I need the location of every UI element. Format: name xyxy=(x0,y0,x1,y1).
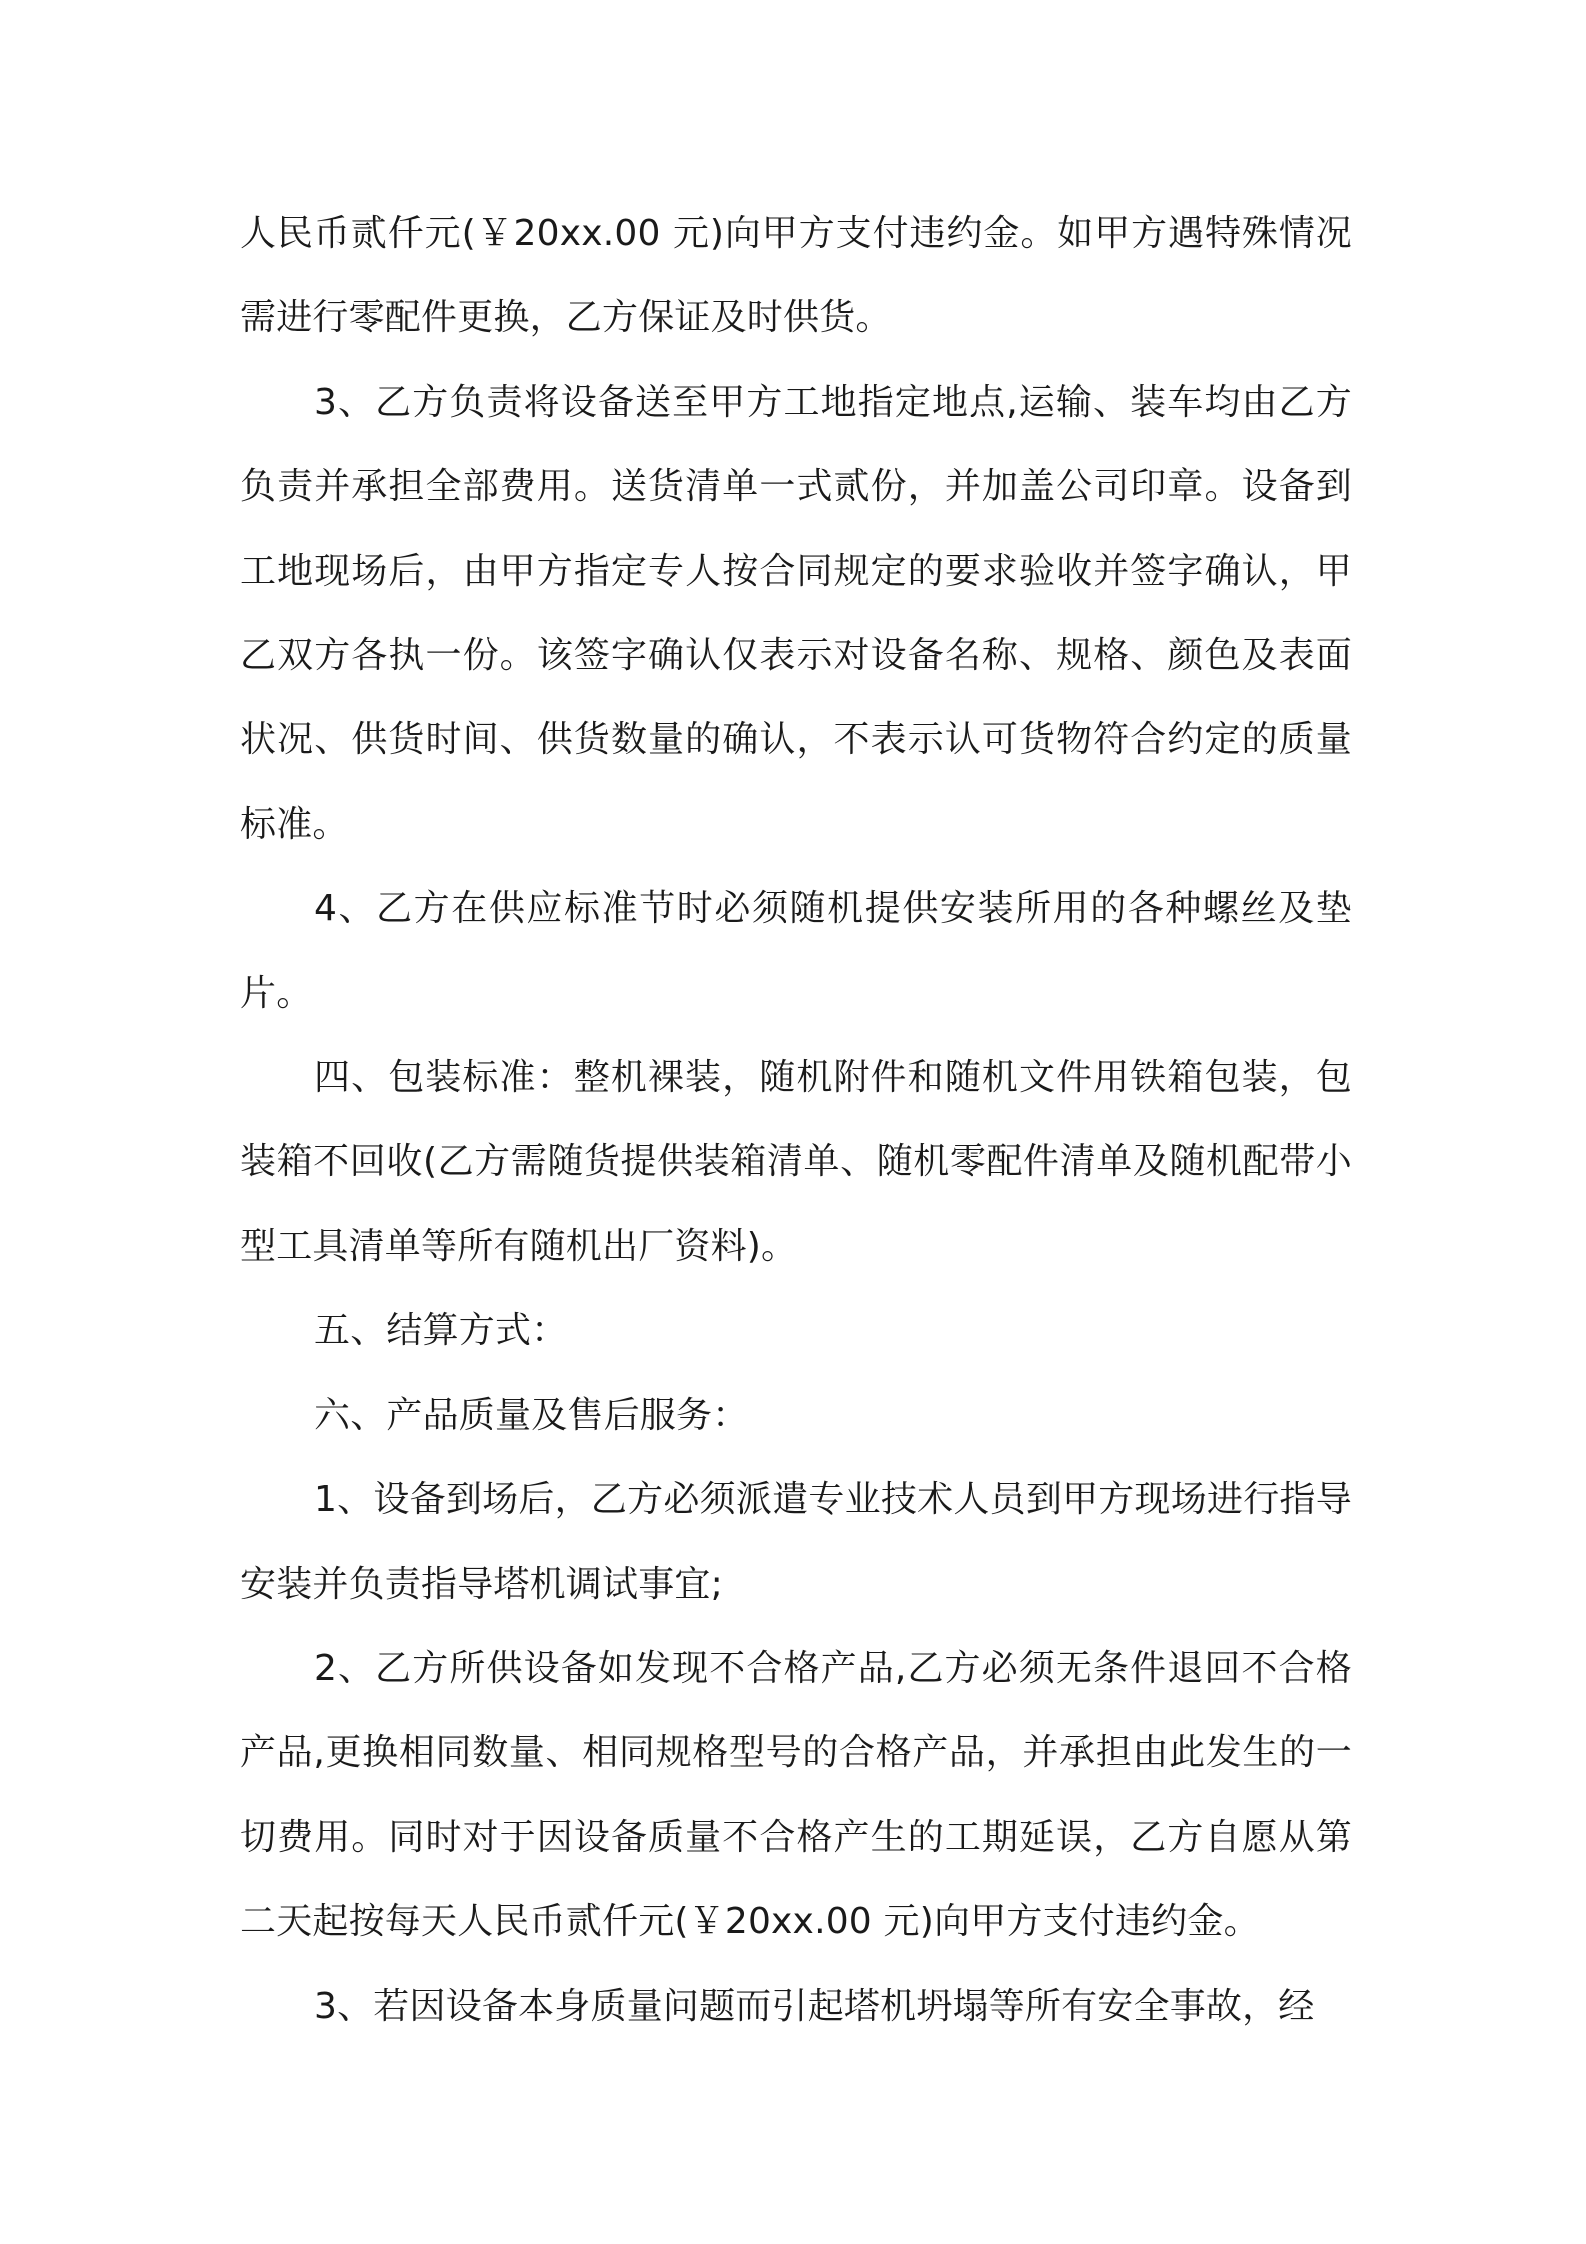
paragraph-quality-clause-2: 2、乙方所供设备如发现不合格产品,乙方必须无条件退回不合格产品,更换相同数量、相同规格型号的合格产品，并承担由此发生的一切费用。同时对于因设备质量不合格产生的工期延误，乙方自愿从第二天起按每天人民币贰仟元(￥20xx.00 元)向甲方支付违约金。 xyxy=(240,1647,1352,1943)
paragraph-section-5-settlement: 五、结算方式： xyxy=(314,1310,568,1352)
paragraph-quality-clause-3: 3、若因设备本身质量问题而引起塔机坍塌等所有安全事故，经 xyxy=(314,1985,1315,2027)
document-body xyxy=(240,192,1352,2049)
paragraph-clause-4-screws: 4、乙方在供应标准节时必须随机提供安装所用的各种螺丝及垫片。 xyxy=(240,888,1352,1014)
paragraph-section-4-packaging: 四、包装标准：整机裸装，随机附件和随机文件用铁箱包装，包装箱不回收(乙方需随货提供装箱清单、随机零配件清单及随机配带小型工具清单等所有随机出厂资料)。 xyxy=(240,1057,1352,1267)
paragraph-clause-3-delivery: 3、乙方负责将设备送至甲方工地指定地点,运输、装车均由乙方负责并承担全部费用。送货清单一式贰份，并加盖公司印章。设备到工地现场后，由甲方指定专人按合同规定的要求验收并签字确认，甲乙双方各执一份。该签字确认仅表示对设备名称、规格、颜色及表面状况、供货时间、供货数量的确认，不表示认可货物符合约定的质量标准。 xyxy=(240,381,1352,845)
paragraph-quality-clause-1: 1、设备到场后，乙方必须派遣专业技术人员到甲方现场进行指导安装并负责指导塔机调试事宜; xyxy=(240,1479,1352,1605)
paragraph-continuation: 人民币贰仟元(￥20xx.00 元)向甲方支付违约金。如甲方遇特殊情况需进行零配件更换，乙方保证及时供货。 xyxy=(240,213,1352,339)
paragraph-section-6-quality: 六、产品质量及售后服务： xyxy=(314,1394,749,1436)
